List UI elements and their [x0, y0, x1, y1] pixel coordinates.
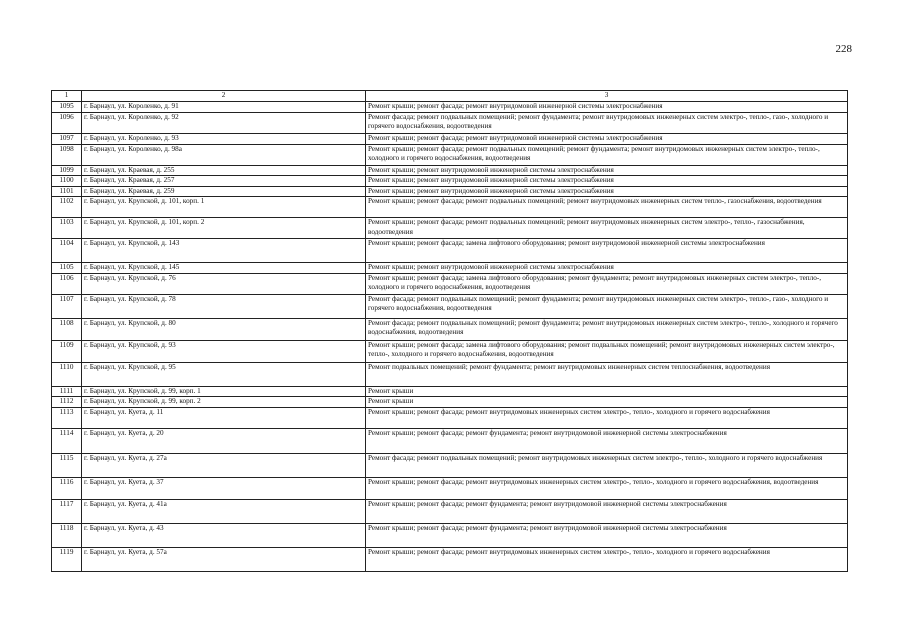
table-row [52, 165, 848, 176]
table-row [52, 386, 848, 397]
row-work: Ремонт крыши; ремонт фасада; ремонт подвальных помещений; ремонт внутридомовых инженерных систем тепло-, газоснабжения, водоотведения [366, 197, 848, 218]
table-row [52, 294, 848, 318]
row-number: 1096 [52, 112, 82, 133]
table-row [52, 318, 848, 340]
header-col-3: 3 [366, 91, 848, 102]
row-work: Ремонт крыши; ремонт фасада; ремонт подвальных помещений; ремонт внутридомовых инженерных систем электро-, тепло-, газоснабжения, водоотведения [366, 218, 848, 239]
row-work: Ремонт подвальных помещений; ремонт фундамента; ремонт внутридомовых инженерных систем теплоснабжения, водоотведения [366, 362, 848, 386]
row-number: 1108 [52, 318, 82, 340]
table-row [52, 397, 848, 408]
table-row [52, 239, 848, 263]
row-number: 1119 [52, 547, 82, 571]
row-address: г. Барнаул, ул. Краевая, д. 257 [82, 176, 366, 187]
row-number: 1105 [52, 263, 82, 274]
row-address: г. Барнаул, ул. Крупской, д. 80 [82, 318, 366, 340]
row-number: 1117 [52, 499, 82, 523]
row-work: Ремонт крыши; ремонт фасада; ремонт внутридомовых инженерных систем электро-, тепло-, холодного и горячего водоснабжения [366, 547, 848, 571]
table-row [52, 263, 848, 274]
row-number: 1103 [52, 218, 82, 239]
row-work: Ремонт крыши; ремонт внутридомовой инженерной системы электроснабжения [366, 165, 848, 176]
table-row [52, 477, 848, 499]
row-work: Ремонт крыши; ремонт фасада; ремонт внутридомовой инженерной системы электроснабжения [366, 133, 848, 144]
row-address: г. Барнаул, ул. Крупской, д. 76 [82, 273, 366, 294]
row-address: г. Барнаул, ул. Крупской, д. 101, корп. 2 [82, 218, 366, 239]
row-address: г. Барнаул, ул. Короленко, д. 92 [82, 112, 366, 133]
row-number: 1099 [52, 165, 82, 176]
row-number: 1107 [52, 294, 82, 318]
row-number: 1112 [52, 397, 82, 408]
table-row [52, 144, 848, 165]
row-address: г. Барнаул, ул. Крупской, д. 95 [82, 362, 366, 386]
row-number: 1104 [52, 239, 82, 263]
row-number: 1097 [52, 133, 82, 144]
row-work: Ремонт крыши; ремонт внутридомовой инженерной системы электроснабжения [366, 263, 848, 274]
table-row [52, 176, 848, 187]
row-work: Ремонт крыши; ремонт фасада; ремонт фундамента; ремонт внутридомовой инженерной системы электроснабжения [366, 523, 848, 547]
row-number: 1115 [52, 453, 82, 477]
row-number: 1111 [52, 386, 82, 397]
row-work: Ремонт фасада; ремонт подвальных помещений; ремонт внутридомовых инженерных систем электро-, тепло-, холодного и горячего водоснабжения [366, 453, 848, 477]
row-address: г. Барнаул, ул. Куета, д. 11 [82, 407, 366, 428]
row-address: г. Барнаул, ул. Крупской, д. 99, корп. 1 [82, 386, 366, 397]
works-table [51, 90, 848, 572]
row-address: г. Барнаул, ул. Куета, д. 43 [82, 523, 366, 547]
table-row [52, 101, 848, 112]
row-address: г. Барнаул, ул. Крупской, д. 145 [82, 263, 366, 274]
row-address: г. Барнаул, ул. Короленко, д. 98а [82, 144, 366, 165]
row-address: г. Барнаул, ул. Куета, д. 20 [82, 428, 366, 453]
row-address: г. Барнаул, ул. Короленко, д. 91 [82, 101, 366, 112]
row-work: Ремонт фасада; ремонт подвальных помещений; ремонт фундамента; ремонт внутридомовых инженерных систем электро-, тепло-, газо-, холодного и горячего водоснабжения, водоотведения [366, 112, 848, 133]
header-col-2: 2 [82, 91, 366, 102]
row-address: г. Барнаул, ул. Крупской, д. 143 [82, 239, 366, 263]
row-work: Ремонт крыши; ремонт фасада; замена лифтового оборудования; ремонт подвальных помещений; ремонт внутридомовых инженерных систем электро-, тепло-, холодного и горячего водоснабжения, водоотведения [366, 340, 848, 362]
row-number: 1101 [52, 186, 82, 197]
row-work: Ремонт крыши; ремонт фасада; ремонт внутридомовых инженерных систем электро-, тепло-, холодного и горячего водоснабжения, водоотведения [366, 477, 848, 499]
row-work: Ремонт крыши; ремонт фасада; замена лифтового оборудования; ремонт внутридомовой инженерной системы электроснабжения [366, 239, 848, 263]
row-number: 1118 [52, 523, 82, 547]
header-col-1: 1 [52, 91, 82, 102]
row-work: Ремонт крыши; ремонт фасада; ремонт подвальных помещений; ремонт фундамента; ремонт внутридомовых инженерных систем электро-, тепло-, холодного и горячего водоснабжения, водоотведения [366, 144, 848, 165]
table-row [52, 197, 848, 218]
table-header-row [52, 91, 848, 102]
row-number: 1102 [52, 197, 82, 218]
table-row [52, 112, 848, 133]
page-number: 228 [835, 43, 852, 55]
row-number: 1098 [52, 144, 82, 165]
row-number: 1113 [52, 407, 82, 428]
table-row [52, 547, 848, 571]
table-row [52, 133, 848, 144]
row-number: 1114 [52, 428, 82, 453]
table-row [52, 340, 848, 362]
row-address: г. Барнаул, ул. Крупской, д. 99, корп. 2 [82, 397, 366, 408]
row-address: г. Барнаул, ул. Куета, д. 57а [82, 547, 366, 571]
row-work: Ремонт крыши [366, 397, 848, 408]
table-row [52, 273, 848, 294]
row-work: Ремонт крыши; ремонт фасада; ремонт внутридомовой инженерной системы электроснабжения [366, 101, 848, 112]
row-number: 1095 [52, 101, 82, 112]
row-address: г. Барнаул, ул. Куета, д. 27а [82, 453, 366, 477]
row-address: г. Барнаул, ул. Куета, д. 37 [82, 477, 366, 499]
row-number: 1109 [52, 340, 82, 362]
row-number: 1110 [52, 362, 82, 386]
table-row [52, 453, 848, 477]
row-address: г. Барнаул, ул. Крупской, д. 78 [82, 294, 366, 318]
row-number: 1106 [52, 273, 82, 294]
table-row [52, 186, 848, 197]
row-address: г. Барнаул, ул. Краевая, д. 259 [82, 186, 366, 197]
row-work: Ремонт крыши; ремонт фасада; ремонт фундамента; ремонт внутридомовой инженерной системы электроснабжения [366, 499, 848, 523]
table-row [52, 428, 848, 453]
row-address: г. Барнаул, ул. Короленко, д. 93 [82, 133, 366, 144]
table-row [52, 523, 848, 547]
row-work: Ремонт фасада; ремонт подвальных помещений; ремонт фундамента; ремонт внутридомовых инженерных систем электро-, тепло-, газо-, холодного и горячего водоснабжения, водоотведения [366, 294, 848, 318]
row-number: 1100 [52, 176, 82, 187]
row-work: Ремонт крыши; ремонт фасада; ремонт фундамента; ремонт внутридомовой инженерной системы электроснабжения [366, 428, 848, 453]
row-work: Ремонт крыши; ремонт внутридомовой инженерной системы электроснабжения [366, 176, 848, 187]
table-row [52, 362, 848, 386]
row-work: Ремонт крыши; ремонт фасада; замена лифтового оборудования; ремонт фундамента; ремонт внутридомовых инженерных систем электро-, тепло-, холодного и горячего водоснабжения, водоотведения [366, 273, 848, 294]
row-address: г. Барнаул, ул. Краевая, д. 255 [82, 165, 366, 176]
row-number: 1116 [52, 477, 82, 499]
row-address: г. Барнаул, ул. Куета, д. 41а [82, 499, 366, 523]
table-row [52, 407, 848, 428]
row-work: Ремонт крыши [366, 386, 848, 397]
row-address: г. Барнаул, ул. Крупской, д. 101, корп. 1 [82, 197, 366, 218]
table-row [52, 218, 848, 239]
table-row [52, 499, 848, 523]
row-work: Ремонт крыши; ремонт фасада; ремонт внутридомовых инженерных систем электро-, тепло-, холодного и горячего водоснабжения [366, 407, 848, 428]
row-address: г. Барнаул, ул. Крупской, д. 93 [82, 340, 366, 362]
row-work: Ремонт фасада; ремонт подвальных помещений; ремонт фундамента; ремонт внутридомовых инженерных систем электро-, тепло-, холодного и горячего водоснабжения, водоотведения [366, 318, 848, 340]
row-work: Ремонт крыши; ремонт внутридомовой инженерной системы электроснабжения [366, 186, 848, 197]
